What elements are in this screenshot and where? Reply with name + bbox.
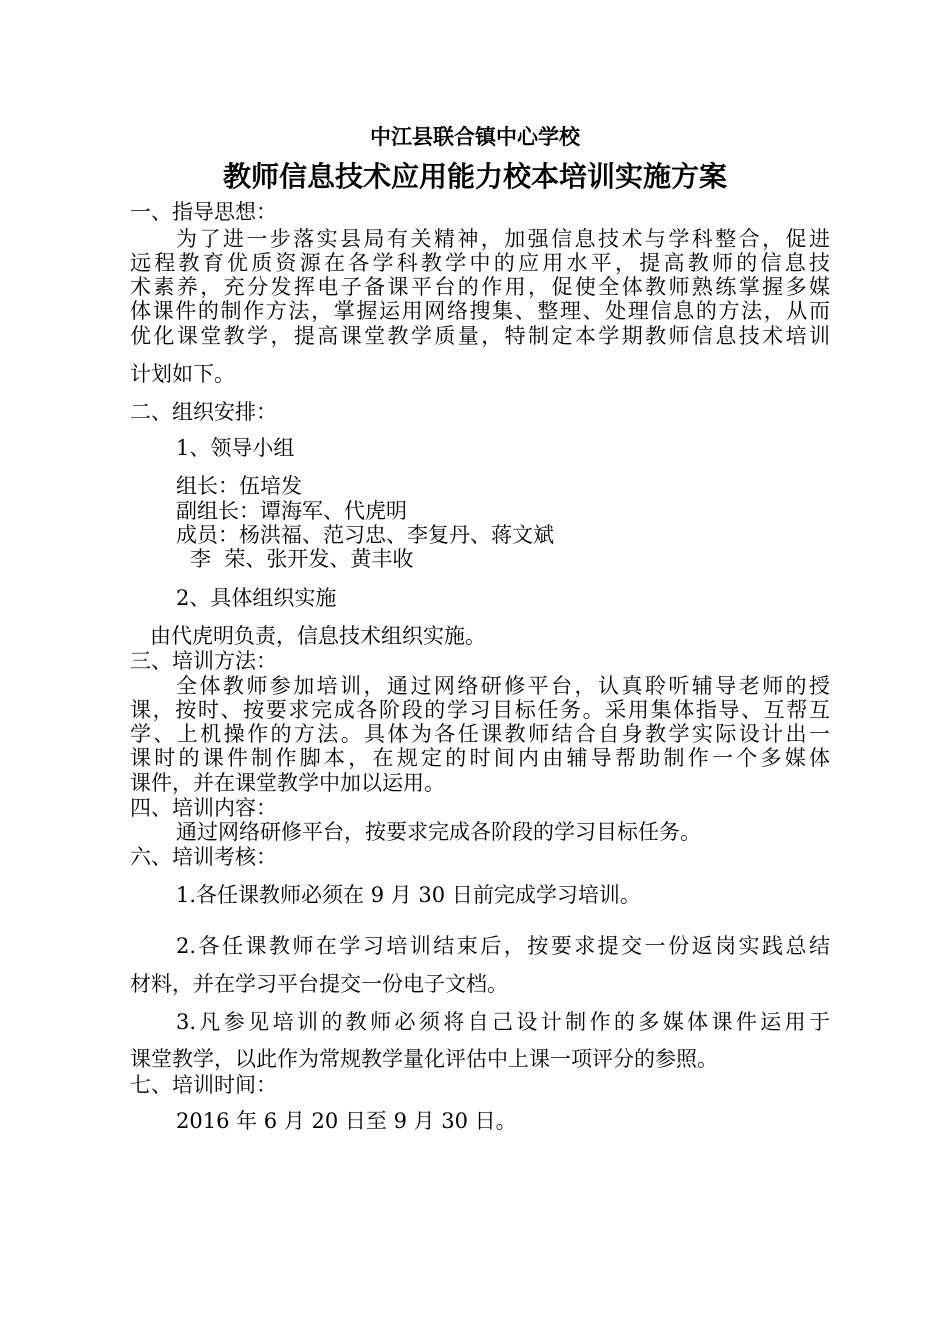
implementation-text: 由代虎明负责，信息技术组织实施。 — [150, 624, 486, 648]
section-heading-guiding-thought: 一、指导思想： — [130, 200, 277, 224]
paragraph-line: 课件，并在课堂教学中加以运用。 — [130, 771, 445, 795]
paragraph-line: 计划如下。 — [130, 362, 235, 386]
paragraph-line: 术素养，充分发挥电子备课平台的作用，促使全体教师熟练掌握多媒 — [130, 275, 830, 299]
assessment-item-2: 2.各任课教师在学习培训结束后，按要求提交一份返岗实践总结 — [176, 934, 830, 958]
paragraph-line: 课，按时、按要求完成各阶段的学习目标任务。采用集体指导、互帮互 — [130, 698, 830, 722]
assessment-item-2-continued: 材料，并在学习平台提交一份电子文档。 — [130, 972, 508, 996]
section-heading-training-time: 七、培训时间： — [130, 1073, 277, 1097]
assessment-item-1: 1.各任课教师必须在 9 月 30 日前完成学习培训。 — [176, 883, 641, 907]
subheading-implementation: 2、具体组织实施 — [176, 586, 337, 610]
section-heading-organization: 二、组织安排： — [130, 400, 277, 424]
group-members: 成员：杨洪福、范习忠、李复丹、蒋文斌 — [176, 523, 554, 547]
assessment-item-3-continued: 课堂教学，以此作为常规教学量化评估中上课一项评分的参照。 — [130, 1047, 718, 1071]
paragraph-line: 体课件的制作方法，掌握运用网络搜集、整理、处理信息的方法，从而 — [130, 299, 830, 323]
training-time-text: 2016 年 6 月 20 日至 9 月 30 日。 — [176, 1109, 517, 1133]
group-members-continued: 李 荣、张开发、黄丰收 — [190, 547, 414, 571]
paragraph-line: 全体教师参加培训，通过网络研修平台，认真聆听辅导老师的授 — [176, 674, 830, 698]
subheading-leadership-group: 1、领导小组 — [176, 436, 295, 460]
training-content-text: 通过网络研修平台，按要求完成各阶段的学习目标任务。 — [176, 820, 701, 844]
section-heading-training-content: 四、培训内容： — [130, 796, 277, 820]
paragraph-line: 优化课堂教学，提高课堂教学质量，特制定本学期教师信息技术培训 — [130, 324, 830, 348]
paragraph-line: 远程教育优质资源在各学科教学中的应用水平，提高教师的信息技 — [130, 251, 830, 275]
section-heading-assessment: 六、培训考核： — [130, 845, 277, 869]
section-heading-training-method: 三、培训方法： — [130, 649, 277, 673]
school-name: 中江县联合镇中心学校 — [370, 124, 580, 149]
paragraph-line: 为了进一步落实县局有关精神，加强信息技术与学科整合，促进 — [176, 227, 830, 251]
document-title: 教师信息技术应用能力校本培训实施方案 — [222, 160, 727, 193]
paragraph-line: 课时的课件制作脚本，在规定的时间内由辅导帮助制作一个多媒体 — [130, 746, 830, 770]
paragraph-line: 学、上机操作的方法。具体为各任课教师结合自身教学实际设计出一 — [130, 722, 830, 746]
group-leader: 组长：伍培发 — [176, 474, 302, 498]
assessment-item-3: 3.凡参见培训的教师必须将自己设计制作的多媒体课件运用于 — [176, 1010, 830, 1034]
deputy-leader: 副组长：谭海军、代虎明 — [176, 499, 407, 523]
